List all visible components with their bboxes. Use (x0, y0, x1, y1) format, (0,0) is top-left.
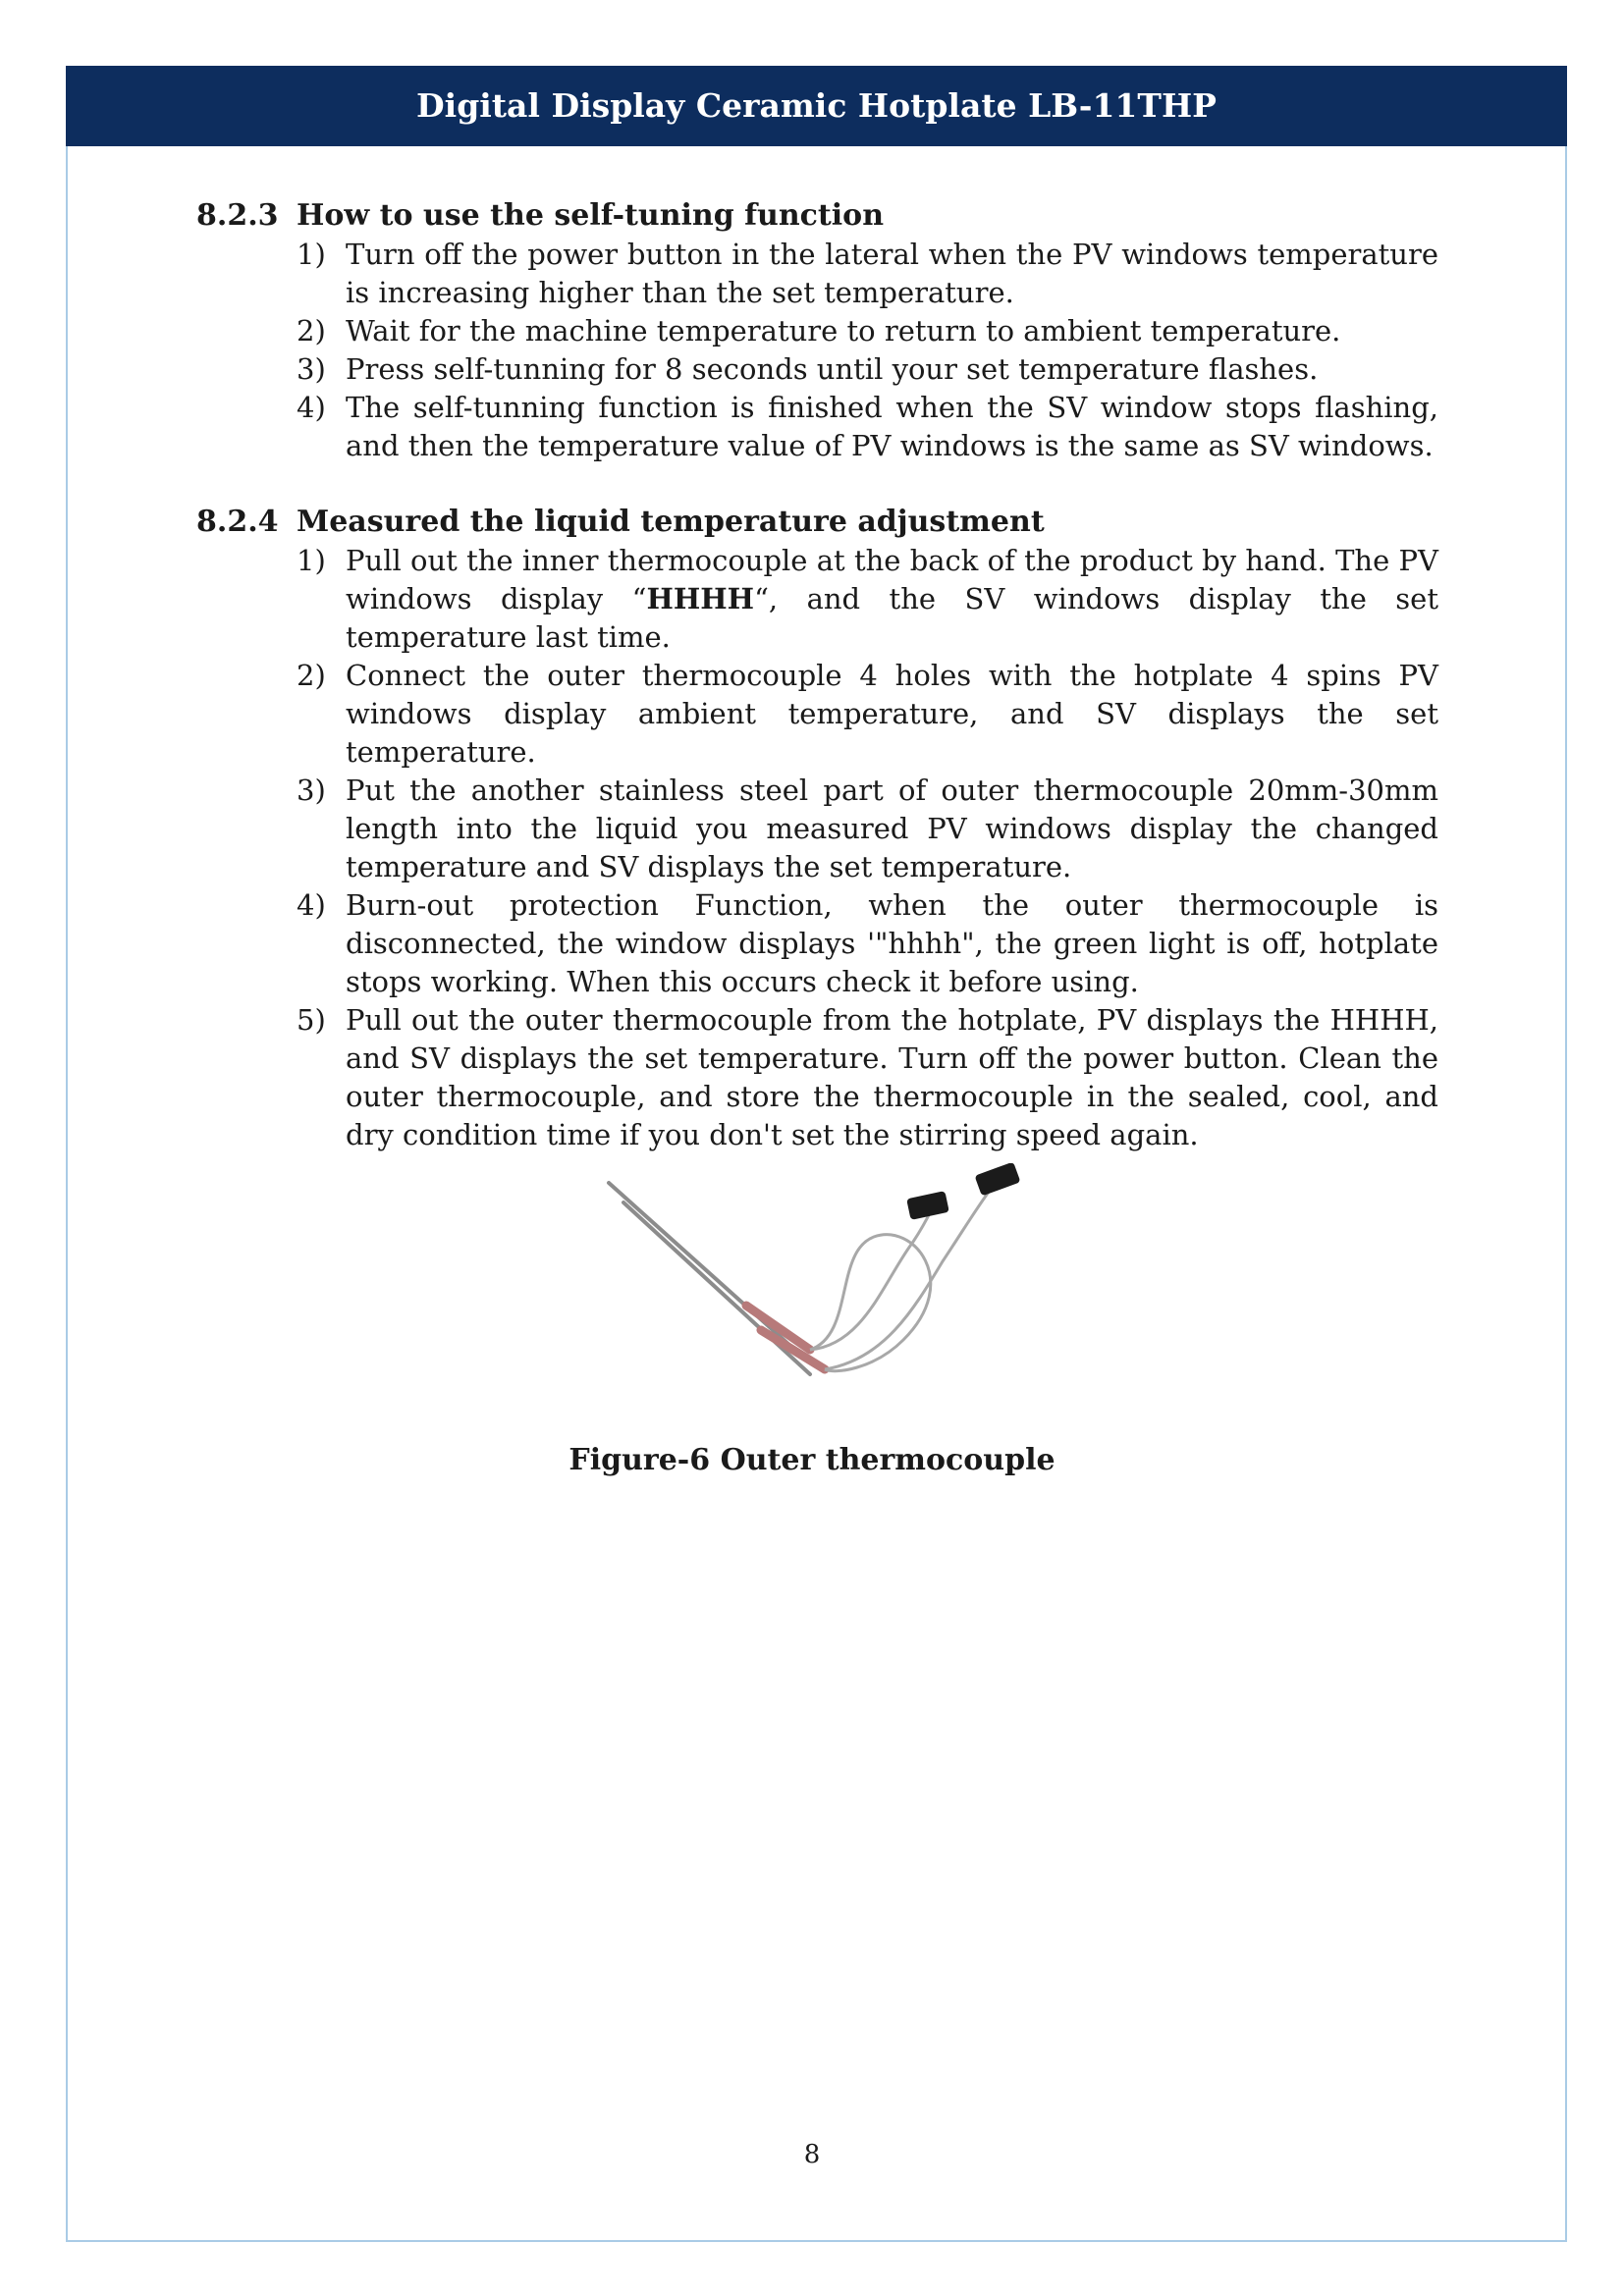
item-number: 4) (297, 888, 326, 922)
step-list (196, 542, 1438, 1154)
item-text: Turn off the power button in the lateral when the PV windows temperature is increasing higher than the set temperature. (346, 238, 1438, 309)
item-number: 3) (297, 774, 326, 807)
item-text-bold: HHHH (646, 582, 755, 615)
item-text: Connect the outer thermocouple 4 holes with the hotplate 4 spins PV windows display ambient temperature, and SV displays the set temperature. (346, 659, 1438, 769)
list-item (196, 350, 1438, 389)
item-number: 2) (297, 314, 326, 347)
list-item (196, 1001, 1438, 1154)
item-text: Put the another stainless steel part of outer thermocouple 20mm-30mm length into the liquid you measured PV windows display the changed temperature and SV displays the set temperature. (346, 774, 1438, 883)
list-item (196, 657, 1438, 772)
thermocouple-image (589, 1163, 1041, 1394)
probe-cable (825, 1188, 992, 1369)
item-text: Burn-out protection Function, when the outer thermocouple is disconnected, the window displays '"hhhh", the green light is off, hotplate stops working. When this occurs check it before using. (346, 888, 1438, 998)
item-number: 4) (297, 391, 326, 424)
probe-rod (623, 1202, 810, 1374)
item-number: 2) (297, 659, 326, 692)
section-number: 8.2.3 (196, 198, 279, 233)
item-number: 1) (297, 544, 326, 577)
page-content (196, 196, 1438, 1192)
step-list (196, 236, 1438, 465)
item-text: Press self-tunning for 8 seconds until your set temperature flashes. (346, 352, 1319, 386)
list-item (196, 772, 1438, 886)
page-header (66, 66, 1567, 146)
connector-plug (906, 1191, 949, 1220)
section-title: Measured the liquid temperature adjustment (297, 505, 1045, 539)
figure-caption: Figure-6 Outer thermocouple (568, 1443, 1056, 1477)
section-liquid-temperature (196, 503, 1438, 1154)
section-self-tuning (196, 196, 1438, 465)
item-text: Pull out the outer thermocouple from the hotplate, PV displays the HHHH, and SV displays the set temperature. Turn off the power button. Clean the outer thermocouple, and store the thermocouple in the sealed, cool, and dry condition time if you don't set the stirring speed again. (346, 1003, 1438, 1151)
item-text: The self-tunning function is finished when the SV window stops flashing, and then the temperature value of PV windows is the same as SV windows. (346, 391, 1438, 462)
list-item (196, 312, 1438, 350)
section-title: How to use the self-tuning function (297, 198, 885, 233)
item-text: Wait for the machine temperature to return to ambient temperature. (346, 314, 1341, 347)
page-number: 8 (803, 2140, 821, 2169)
header-title: Digital Display Ceramic Hotplate LB-11THP (416, 86, 1217, 125)
list-item (196, 886, 1438, 1001)
item-number: 1) (297, 238, 326, 271)
list-item (196, 542, 1438, 657)
item-text-before: Pull out the inner thermocouple at the back of the product by hand. The PV windows display “ (346, 544, 1438, 615)
item-number: 3) (297, 352, 326, 386)
list-item (196, 389, 1438, 465)
list-item (196, 236, 1438, 312)
connector-plug (975, 1163, 1021, 1197)
section-number: 8.2.4 (196, 505, 279, 539)
item-text-after: “, and the SV windows display the set temperature last time. (346, 582, 1439, 654)
probe-rod (609, 1183, 800, 1355)
section-heading (196, 196, 1438, 236)
section-heading (196, 503, 1438, 542)
item-number: 5) (297, 1003, 326, 1037)
